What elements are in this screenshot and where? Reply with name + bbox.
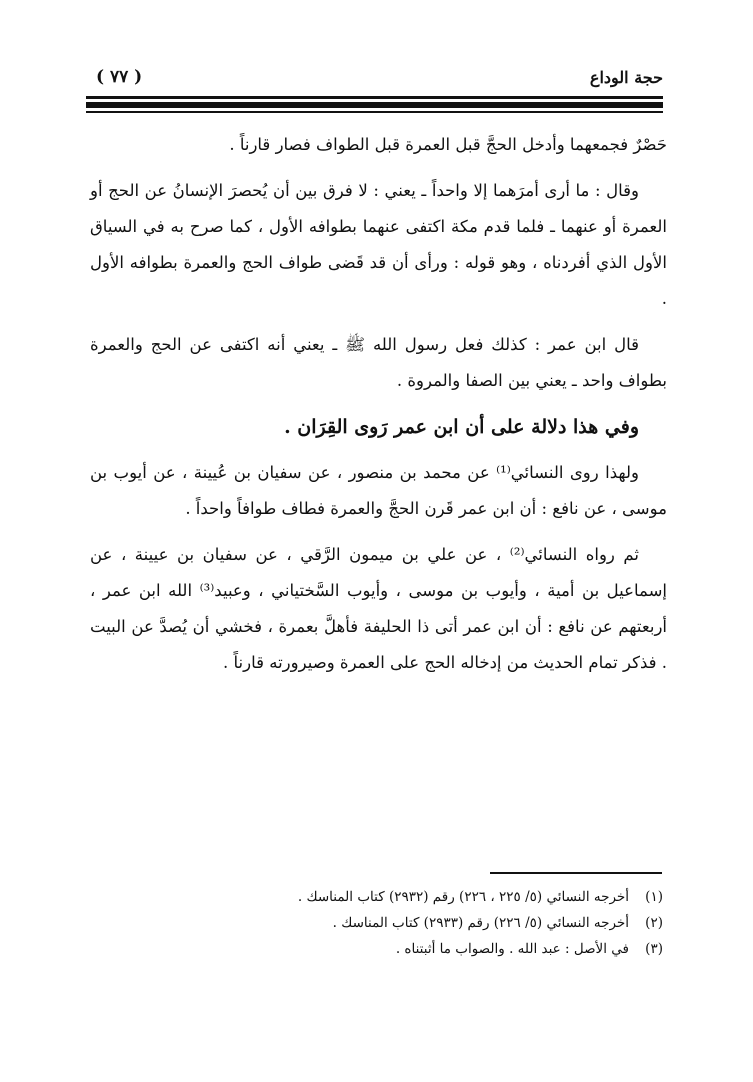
- header-title: حجة الوداع: [589, 68, 663, 87]
- running-header: [86, 68, 663, 90]
- paragraph-5: ثم رواه النسائي⁽²⁾ ، عن علي بن ميمون الرَّقي ، عن سفيان بن عيينة ، عن إسماعيل بن أمية ، وأيوب بن موسى ، وأيوب السَّختياني ، وعبيد⁽³⁾ الله ابن عمر ، أربعتهم عن نافع : أن ابن عمر أتى ذا الحليفة فأهلَّ بعمرة ، فخشي أن يُصدَّ عن البيت . فذكر تمام الحديث من إدخاله الحج على العمرة وصيرورته قارناً .: [90, 545, 667, 672]
- paragraph-4: ولهذا روى النسائي⁽¹⁾ عن محمد بن منصور ، عن سفيان بن عُيينة ، عن أيوب بن موسى ، عن نافع : أن ابن عمر قَرن الحجَّ والعمرة فطاف طوافاً واحداً .: [90, 463, 667, 518]
- footnote-number: (٣): [645, 941, 663, 957]
- footnote-separator: [490, 872, 662, 874]
- main-text: [90, 127, 667, 681]
- footnotes: [120, 884, 663, 962]
- header-rule-thick: [86, 102, 663, 108]
- paragraph-3: قال ابن عمر : كذلك فعل رسول الله ﷺ ـ يعني أنه اكتفى عن الحج والعمرة بطواف واحد ـ يعني بين الصفا والمروة .: [90, 335, 667, 390]
- footnote-2: [120, 910, 663, 936]
- paragraph-1: حَصْرٌ فجمعهما وأدخل الحجَّ قبل العمرة قبل الطواف فصار قارناً .: [229, 135, 667, 154]
- footnote-1: [120, 884, 663, 910]
- footnote-3: [120, 936, 663, 962]
- footnote-text: أخرجه النسائي (٥/ ٢٢٥ ، ٢٢٦) رقم (٢٩٣٢) كتاب المناسك .: [297, 889, 629, 905]
- header-rule-thin: [86, 96, 663, 99]
- footnote-number: (٢): [645, 915, 663, 931]
- footnote-text: في الأصل : عبد الله . والصواب ما أثبتناه .: [395, 941, 629, 957]
- footnote-text: أخرجه النسائي (٥/ ٢٢٦) رقم (٢٩٣٣) كتاب المناسك .: [332, 915, 629, 931]
- page-number: ( ٧٧ ): [96, 67, 143, 87]
- section-heading: وفي هذا دلالة على أن ابن عمر رَوى القِرَان .: [284, 416, 639, 438]
- footnote-number: (١): [645, 889, 663, 905]
- header-rule-bottom: [86, 111, 663, 113]
- paragraph-2: وقال : ما أرى أمرَهما إلا واحداً ـ يعني : لا فرق بين أن يُحصرَ الإنسانُ عن الحج أو العمرة أو عنهما ـ فلما قدم مكة اكتفى عنهما بطوافه الأول ، كما صرح به في السياق الأول الذي أفردناه ، وهو قوله : ورأى أن قد قَضى طواف الحج والعمرة بطوافه الأول .: [90, 181, 667, 308]
